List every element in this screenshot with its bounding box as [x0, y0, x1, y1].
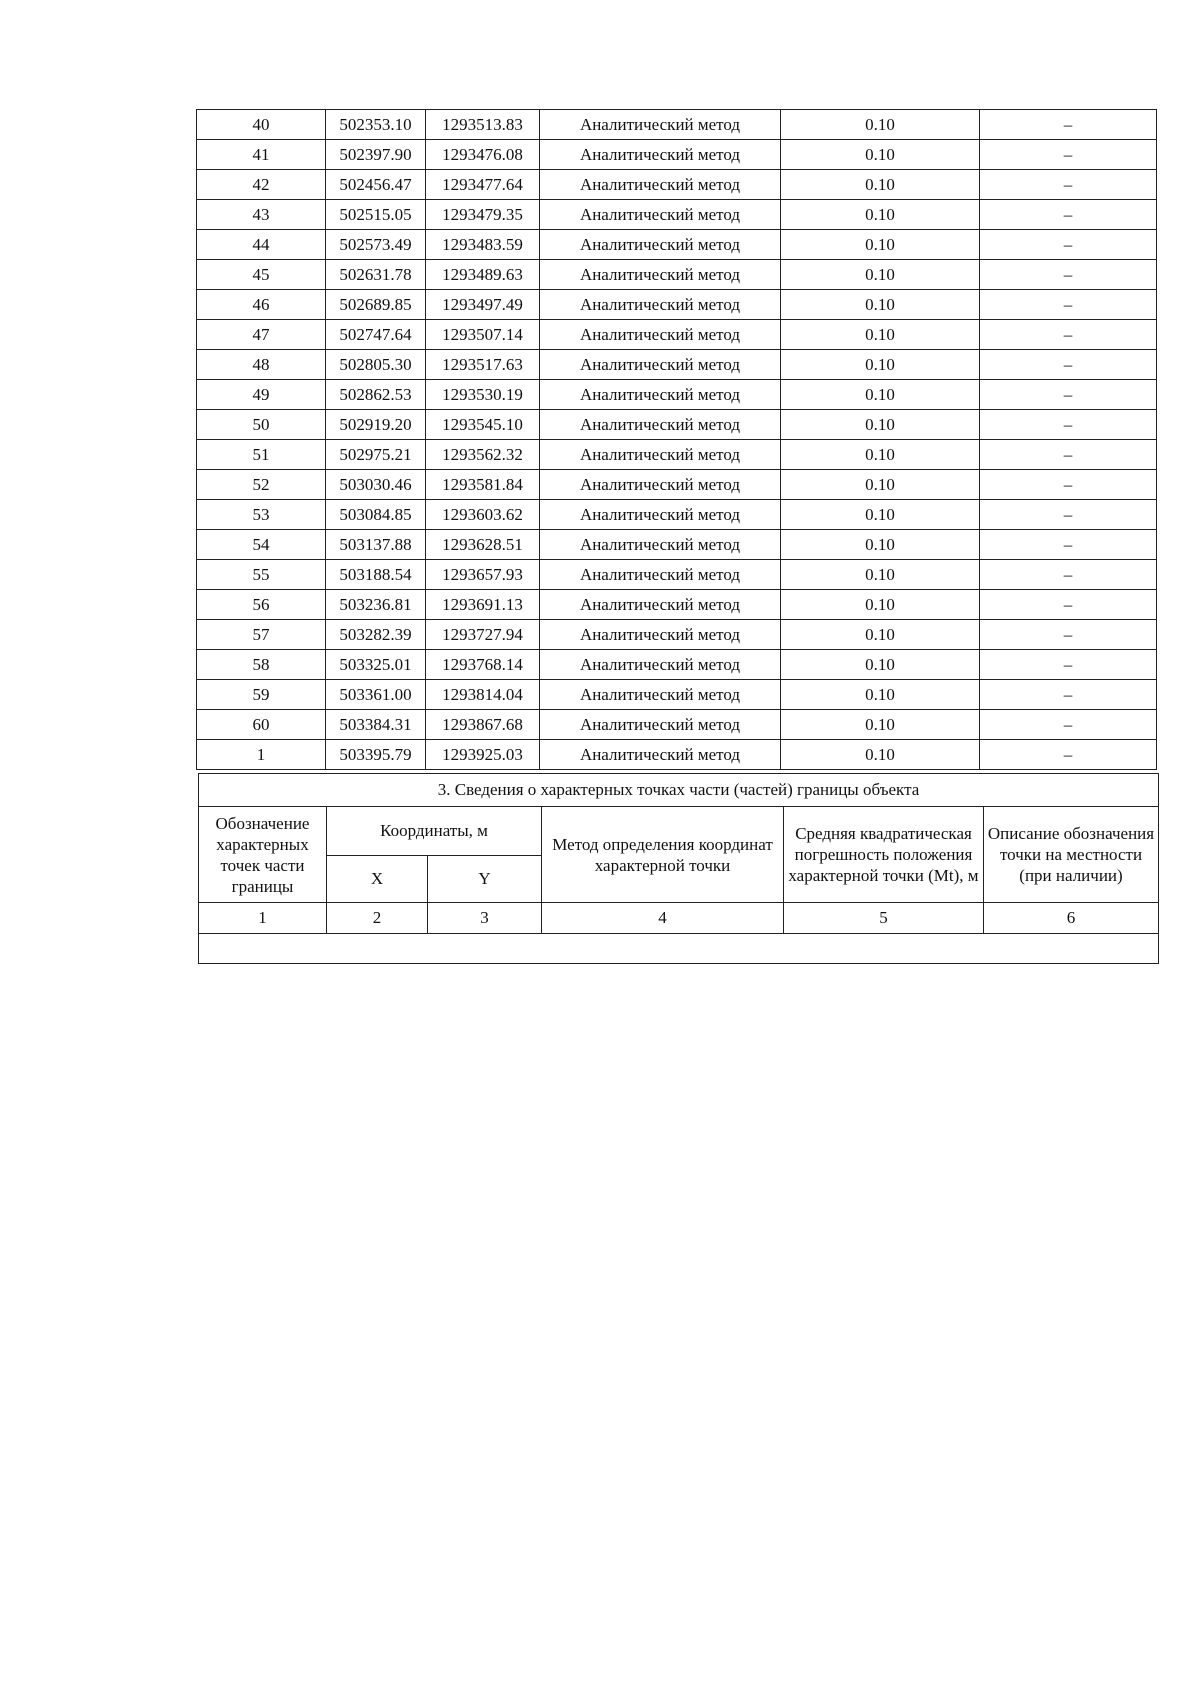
coord-y: 1293497.49 — [426, 290, 540, 320]
method-cell: Аналитический метод — [540, 500, 781, 530]
header-y: Y — [428, 856, 542, 903]
method-cell: Аналитический метод — [540, 680, 781, 710]
coord-y: 1293483.59 — [426, 230, 540, 260]
table-row — [197, 230, 1157, 260]
coord-y: 1293814.04 — [426, 680, 540, 710]
description-cell: – — [980, 110, 1157, 140]
table-row — [197, 350, 1157, 380]
coord-x: 502573.49 — [326, 230, 426, 260]
method-cell: Аналитический метод — [540, 260, 781, 290]
coord-x: 502919.20 — [326, 410, 426, 440]
error-cell: 0.10 — [781, 650, 980, 680]
error-cell: 0.10 — [781, 560, 980, 590]
point-number: 44 — [197, 230, 326, 260]
coord-y: 1293477.64 — [426, 170, 540, 200]
description-cell: – — [980, 650, 1157, 680]
method-cell: Аналитический метод — [540, 560, 781, 590]
column-number: 6 — [984, 903, 1159, 934]
method-cell: Аналитический метод — [540, 410, 781, 440]
method-cell: Аналитический метод — [540, 170, 781, 200]
method-cell: Аналитический метод — [540, 590, 781, 620]
description-cell: – — [980, 380, 1157, 410]
coord-x: 502515.05 — [326, 200, 426, 230]
coord-y: 1293925.03 — [426, 740, 540, 770]
error-cell: 0.10 — [781, 380, 980, 410]
point-number: 47 — [197, 320, 326, 350]
table-row — [197, 260, 1157, 290]
table-row — [197, 650, 1157, 680]
description-cell: – — [980, 200, 1157, 230]
coord-y: 1293727.94 — [426, 620, 540, 650]
error-cell: 0.10 — [781, 620, 980, 650]
coord-y: 1293581.84 — [426, 470, 540, 500]
point-number: 49 — [197, 380, 326, 410]
method-cell: Аналитический метод — [540, 740, 781, 770]
error-cell: 0.10 — [781, 500, 980, 530]
description-cell: – — [980, 470, 1157, 500]
method-cell: Аналитический метод — [540, 650, 781, 680]
method-cell: Аналитический метод — [540, 350, 781, 380]
table-row — [197, 410, 1157, 440]
coord-x: 503361.00 — [326, 680, 426, 710]
point-number: 45 — [197, 260, 326, 290]
error-cell: 0.10 — [781, 230, 980, 260]
coord-x: 503030.46 — [326, 470, 426, 500]
description-cell: – — [980, 500, 1157, 530]
coord-x: 503188.54 — [326, 560, 426, 590]
point-number: 40 — [197, 110, 326, 140]
coord-y: 1293489.63 — [426, 260, 540, 290]
point-number: 1 — [197, 740, 326, 770]
description-cell: – — [980, 620, 1157, 650]
coord-y: 1293691.13 — [426, 590, 540, 620]
coord-y: 1293867.68 — [426, 710, 540, 740]
table-row — [197, 530, 1157, 560]
error-cell: 0.10 — [781, 410, 980, 440]
header-error: Средняя квадратическая погрешность положения характерной точки (Mt), м — [784, 807, 984, 903]
error-cell: 0.10 — [781, 710, 980, 740]
header-x: X — [327, 856, 428, 903]
description-cell: – — [980, 320, 1157, 350]
method-cell: Аналитический метод — [540, 530, 781, 560]
coord-y: 1293479.35 — [426, 200, 540, 230]
point-number: 52 — [197, 470, 326, 500]
method-cell: Аналитический метод — [540, 380, 781, 410]
coord-x: 502397.90 — [326, 140, 426, 170]
error-cell: 0.10 — [781, 290, 980, 320]
coord-y: 1293507.14 — [426, 320, 540, 350]
coord-y: 1293530.19 — [426, 380, 540, 410]
description-cell: – — [980, 680, 1157, 710]
table-row — [197, 440, 1157, 470]
description-cell: – — [980, 170, 1157, 200]
error-cell: 0.10 — [781, 170, 980, 200]
point-number: 59 — [197, 680, 326, 710]
method-cell: Аналитический метод — [540, 710, 781, 740]
coord-x: 503137.88 — [326, 530, 426, 560]
table-row — [197, 740, 1157, 770]
method-cell: Аналитический метод — [540, 320, 781, 350]
empty-row — [199, 934, 1159, 964]
points-table — [196, 109, 1157, 770]
error-cell: 0.10 — [781, 320, 980, 350]
header-method: Метод определения координат характерной точки — [542, 807, 784, 903]
point-number: 53 — [197, 500, 326, 530]
header-description: Описание обозначения точки на местности (при наличии) — [984, 807, 1159, 903]
method-cell: Аналитический метод — [540, 620, 781, 650]
column-number: 3 — [428, 903, 542, 934]
column-number: 4 — [542, 903, 784, 934]
description-cell: – — [980, 410, 1157, 440]
section3-table — [198, 773, 1159, 964]
method-cell: Аналитический метод — [540, 140, 781, 170]
coord-x: 502862.53 — [326, 380, 426, 410]
table-row — [197, 590, 1157, 620]
point-number: 46 — [197, 290, 326, 320]
table-row — [197, 320, 1157, 350]
error-cell: 0.10 — [781, 140, 980, 170]
method-cell: Аналитический метод — [540, 110, 781, 140]
point-number: 54 — [197, 530, 326, 560]
point-number: 41 — [197, 140, 326, 170]
column-number: 1 — [199, 903, 327, 934]
table-row — [197, 470, 1157, 500]
method-cell: Аналитический метод — [540, 200, 781, 230]
point-number: 42 — [197, 170, 326, 200]
point-number: 43 — [197, 200, 326, 230]
description-cell: – — [980, 290, 1157, 320]
table-row — [197, 380, 1157, 410]
coord-x: 502975.21 — [326, 440, 426, 470]
table-row — [197, 500, 1157, 530]
method-cell: Аналитический метод — [540, 230, 781, 260]
point-number: 50 — [197, 410, 326, 440]
coord-y: 1293545.10 — [426, 410, 540, 440]
method-cell: Аналитический метод — [540, 470, 781, 500]
coord-x: 502689.85 — [326, 290, 426, 320]
error-cell: 0.10 — [781, 200, 980, 230]
column-number: 5 — [784, 903, 984, 934]
table-row — [197, 560, 1157, 590]
header-designation: Обозначение характерных точек части границы — [199, 807, 327, 903]
table-row — [197, 170, 1157, 200]
description-cell: – — [980, 710, 1157, 740]
coord-y: 1293562.32 — [426, 440, 540, 470]
description-cell: – — [980, 260, 1157, 290]
error-cell: 0.10 — [781, 470, 980, 500]
coord-x: 502353.10 — [326, 110, 426, 140]
table-row — [197, 710, 1157, 740]
description-cell: – — [980, 560, 1157, 590]
coord-x: 503395.79 — [326, 740, 426, 770]
table-row — [197, 200, 1157, 230]
error-cell: 0.10 — [781, 740, 980, 770]
description-cell: – — [980, 740, 1157, 770]
description-cell: – — [980, 440, 1157, 470]
point-number: 48 — [197, 350, 326, 380]
table-row — [197, 290, 1157, 320]
point-number: 57 — [197, 620, 326, 650]
coord-y: 1293517.63 — [426, 350, 540, 380]
table-row — [197, 140, 1157, 170]
column-number: 2 — [327, 903, 428, 934]
coord-y: 1293476.08 — [426, 140, 540, 170]
coord-x: 502805.30 — [326, 350, 426, 380]
method-cell: Аналитический метод — [540, 440, 781, 470]
table-row — [197, 620, 1157, 650]
coord-x: 503325.01 — [326, 650, 426, 680]
description-cell: – — [980, 590, 1157, 620]
description-cell: – — [980, 530, 1157, 560]
point-number: 56 — [197, 590, 326, 620]
section3-title: 3. Сведения о характерных точках части (частей) границы объекта — [199, 774, 1159, 807]
coord-y: 1293513.83 — [426, 110, 540, 140]
coord-y: 1293628.51 — [426, 530, 540, 560]
coord-y: 1293603.62 — [426, 500, 540, 530]
point-number: 60 — [197, 710, 326, 740]
method-cell: Аналитический метод — [540, 290, 781, 320]
error-cell: 0.10 — [781, 590, 980, 620]
error-cell: 0.10 — [781, 530, 980, 560]
header-coordinates: Координаты, м — [327, 807, 542, 856]
point-number: 51 — [197, 440, 326, 470]
description-cell: – — [980, 140, 1157, 170]
error-cell: 0.10 — [781, 350, 980, 380]
coord-x: 503084.85 — [326, 500, 426, 530]
error-cell: 0.10 — [781, 260, 980, 290]
point-number: 58 — [197, 650, 326, 680]
error-cell: 0.10 — [781, 680, 980, 710]
coord-y: 1293657.93 — [426, 560, 540, 590]
coord-y: 1293768.14 — [426, 650, 540, 680]
table-row — [197, 110, 1157, 140]
points-table-body — [197, 110, 1157, 770]
coord-x: 502747.64 — [326, 320, 426, 350]
point-number: 55 — [197, 560, 326, 590]
coord-x: 502456.47 — [326, 170, 426, 200]
error-cell: 0.10 — [781, 110, 980, 140]
coord-x: 503384.31 — [326, 710, 426, 740]
coord-x: 502631.78 — [326, 260, 426, 290]
error-cell: 0.10 — [781, 440, 980, 470]
coord-x: 503282.39 — [326, 620, 426, 650]
description-cell: – — [980, 230, 1157, 260]
table-row — [197, 680, 1157, 710]
coord-x: 503236.81 — [326, 590, 426, 620]
description-cell: – — [980, 350, 1157, 380]
